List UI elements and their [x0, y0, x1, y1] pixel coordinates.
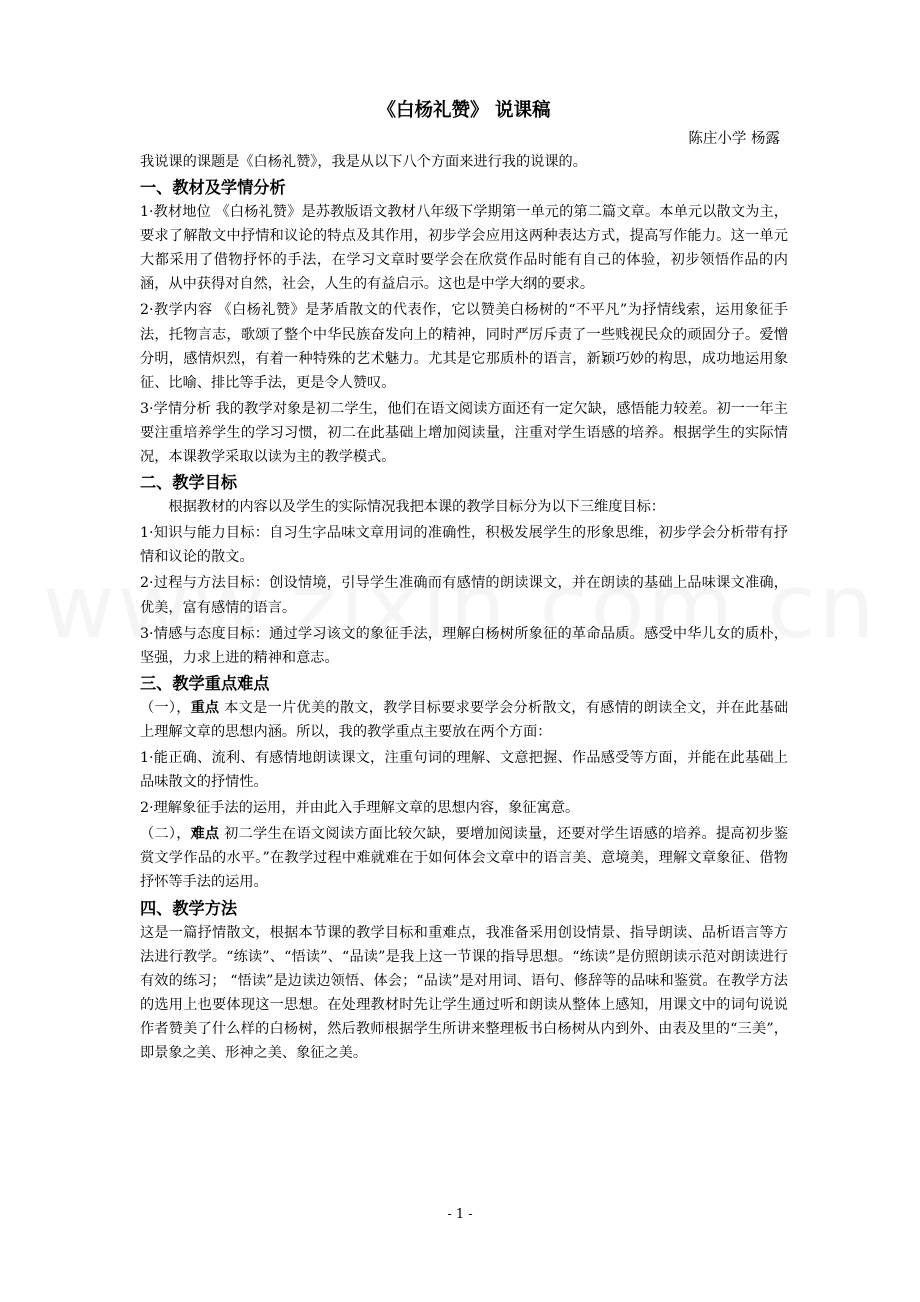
page-number: - 1 -	[447, 1207, 473, 1222]
difficulty-text: 初二学生在语文阅读方面比较欠缺，要增加阅读量，还要对学生语感的培养。提高初步鉴赏文学作品的水平。”在教学过程中难就难在于如何体会文章中的语言美、意境美，理解文章象征、借物抒怀等手法的运用。	[140, 826, 789, 891]
difficulty-prefix: （二），	[140, 826, 191, 843]
section-2-intro: 根据教材的内容以及学生的实际情况我把本课的教学目标分为以下三维度目标：	[168, 499, 665, 516]
section-2-paragraph-2: 2·过程与方法目标：创设情境，引导学生准确而有感情的朗读课文，并在朗读的基础上品味课文准确，优美，富有感情的语言。	[140, 575, 788, 616]
section-2-paragraph-3: 3·情感与态度目标：通过学习该文的象征手法，理解白杨树所象征的革命品质。感受中华儿女的质朴，坚强，力求上进的精神和意志。	[140, 625, 788, 666]
author-line: 陈庄小学 杨露	[688, 131, 780, 147]
difficulty-label: 难点	[190, 826, 220, 843]
section-3-paragraph-2: 2·理解象征手法的运用，并由此入手理解文章的思想内容，象征寓意。	[140, 800, 580, 817]
section-2-heading: 二、教学目标	[140, 473, 238, 493]
document-title: 《白杨礼赞》 说课稿	[377, 100, 551, 121]
section-1-heading: 一、教材及学情分析	[140, 178, 286, 198]
section-3-paragraph-1: 1·能正确、流利、有感情地朗读课文，注重句词的理解、文意把握、作品感受等方面，并能在此基础上品味散文的抒情性。	[140, 749, 788, 791]
key-point-text: 本文是一片优美的散文，教学目标要求要学会分析散文，有感情的朗读全文，并在此基础上理解文章的思想内涵。所以，我的教学重点主要放在两个方面：	[140, 699, 789, 740]
section-3-heading: 三、教学重点难点	[140, 673, 270, 693]
section-2-paragraph-1: 1·知识与能力目标：自习生字品味文章用词的准确性，积极发展学生的形象思维，初步学会分析带有抒情和议论的散文。	[140, 525, 788, 566]
key-point-prefix: （一），	[140, 699, 191, 716]
section-1-paragraph-3: 3·学情分析 我的教学对象是初二学生，他们在语文阅读方面还有一定欠缺，感悟能力较差。初一一年主要注重培养学生的学习习惯，初二在此基础上增加阅读量，注重对学生语感的培养。根据学生的实际情况，本课教学采取以读为主的教学模式。	[140, 400, 788, 466]
section-4-paragraph-1: 这是一篇抒情散文，根据本节课的教学目标和重难点，我准备采用创设情景、指导朗读、品析语言等方法进行教学。“练读”、“悟读”、“品读”是我上这一节课的指导思想。“练读”是仿照朗读示范对朗读进行有效的练习； “悟读”是边读边领悟、体会；“品读”是对用词、语句、修辞等的品味和鉴赏。在教学方法的选用上也要体现这一思想。在处理教材时先让学生通过听和朗读从整体上感知，用课文中的词句说说作者赞美了什么样的白杨树，然后教师根据学生所讲来整理板书白杨树从内到外、由表及里的“三美”，即景象之美、形神之美、象征之美。	[140, 924, 788, 1061]
section-3-key-point	[140, 696, 788, 744]
key-point-label: 重点	[190, 699, 220, 716]
section-1-paragraph-2: 2·教学内容 《白杨礼赞》是茅盾散文的代表作，它以赞美白杨树的“不平凡”为抒情线索，运用象征手法，托物言志，歌颂了整个中华民族奋发向上的精神，同时严厉斥责了一些贱视民众的顽固分子。爱憎分明，感情炽烈，有着一种特殊的艺术魅力。尤其是它那质朴的语言，新颖巧妙的构思，成功地运用象征、比喻、排比等手法，更是令人赞叹。	[140, 302, 788, 391]
intro-paragraph: 我说课的课题是《白杨礼赞》，我是从以下八个方面来进行我的说课的。	[140, 154, 587, 170]
section-4-heading: 四、教学方法	[140, 898, 238, 918]
document-body	[140, 96, 788, 1065]
section-1-paragraph-1: 1·教材地位 《白杨礼赞》是苏教版语文教材八年级下学期第一单元的第二篇文章。本单元以散文为主，要求了解散文中抒情和议论的特点及其作用，初步学会应用这两种表达方式，提高写作能力。这一单元大都采用了借物抒怀的手法，在学习文章时要学会在欣赏作品时能有自己的体验，初步领悟作品的内涵，从中获得对自然，社会，人生的有益启示。这也是中学大纲的要求。	[140, 204, 788, 293]
section-3-difficulty	[140, 822, 788, 894]
